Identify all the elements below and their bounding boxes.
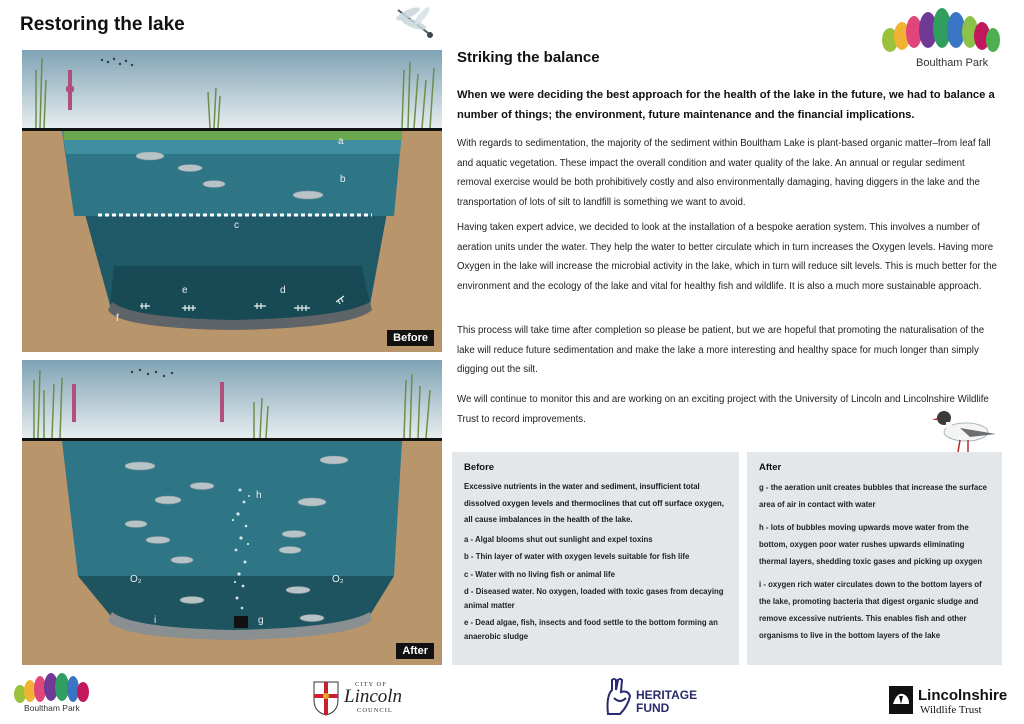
article-paragraph: This process will take time after completion so please be patient, but we are hopeful that promoting the naturalisation of the lake will reduce future sedimentation and make the lake a more interesting and healthy space for much longer than simply digging out the silt. — [457, 325, 985, 375]
before-item: c - Water with no living fish or animal life — [464, 569, 615, 579]
label-g: g — [258, 615, 264, 626]
label-e: e — [182, 285, 188, 296]
before-item: b - Thin layer of water with oxygen levels suitable for fish life — [464, 552, 690, 561]
lincoln-council-label: COUNCIL — [357, 707, 393, 714]
after-tag: After — [396, 643, 434, 659]
label-a: a — [338, 136, 344, 147]
badger-icon — [889, 686, 913, 714]
label-d: d — [280, 285, 286, 296]
after-item: h - lots of bubbles moving upwards move water from the bottom, oxygen poor water rushes upwards eliminating thermal layers, shedding toxic gases and picking up oxygen — [759, 523, 983, 566]
label-o2-right: O₂ — [332, 574, 344, 585]
lincoln-city-label: CITY OF — [355, 681, 387, 688]
article-paragraph: With regards to sedimentation, the majority of the sediment within Boultham Lake is plant-based organic matter–from leaf fall and aquatic vegetation. These impact the overall condition and water quality of the lake. An annual or regular sediment removal exercise would be both prohibitively costly and also environmentally damaging, having diggers in the lake and the transportation of lots of silt to landfill is something we want to avoid. — [457, 138, 991, 208]
gull-icon — [930, 404, 1002, 456]
lincoln-name: Lincoln — [344, 686, 403, 707]
after-item: i - oxygen rich water circulates down to the bottom layers of the lake, promoting bacteria that digest organic sludge and remove excessive nutrients. This enables fish and other organisms to live in the bottom layers of the lake — [759, 580, 982, 640]
after-explanation — [747, 452, 1002, 665]
boultham-park-name: Boultham Park — [916, 57, 989, 69]
before-item: e - Dead algae, fish, insects and food settle to the bottom forming an anaerobic sludge — [464, 618, 718, 641]
before-heading: Before — [464, 462, 495, 473]
article-heading: Striking the balance — [457, 49, 600, 66]
lincolnshire-wildlife-trust-line2: Wildlife Trust — [920, 704, 982, 716]
boultham-park-footer-name: Boultham Park — [24, 703, 80, 713]
after-item: g - the aeration unit creates bubbles that increase the surface area of air in contact with water — [759, 483, 987, 509]
article-paragraph: Having taken expert advice, we decided to look at the installation of a bespoke aeration system. This involves a number of aeration units under the water. They help the water to better circulate which in turn increases the Oxygen levels. Having more Oxygen in the lake will increase the microbial activity in the lake, which in turn will reduce silt levels. This is much better for the environment and the ecology of the lake and vital for healthy fish and wildlife. It is also a much more sustainable approach. — [457, 222, 997, 292]
label-h: h — [256, 490, 262, 501]
before-explanation — [452, 452, 739, 665]
after-illustration — [22, 360, 442, 665]
label-b: b — [340, 174, 346, 185]
dragonfly-icon — [388, 4, 444, 44]
label-i: i — [154, 615, 157, 626]
page-title: Restoring the lake — [20, 14, 185, 35]
label-f: f — [116, 313, 119, 324]
before-tag: Before — [387, 330, 434, 346]
heritage-fund-line1: HERITAGE — [636, 688, 698, 702]
after-heading: After — [759, 462, 782, 473]
before-item: d - Diseased water. No oxygen, loaded with toxic gases from decaying animal matter — [464, 587, 724, 610]
lincolnshire-wildlife-trust-line1: Lincolnshire — [918, 687, 1008, 704]
before-illustration — [22, 50, 442, 352]
heritage-fund-line2: FUND — [636, 701, 670, 715]
heritage-fund-hand-icon — [604, 676, 634, 716]
before-item: a - Algal blooms shut out sunlight and expel toxins — [464, 534, 653, 544]
article-lead: When we were deciding the best approach for the health of the lake in the future, we had to balance a number of things; the environment, future maintenance and the financial implications. — [457, 89, 995, 121]
label-o2-left: O₂ — [130, 574, 142, 585]
label-c: c — [234, 220, 239, 231]
before-intro: Excessive nutrients in the water and sediment, insufficient total dissolved oxygen levels and thermoclines that cut off surface oxygen, all cause imbalances in the health of the lake. — [464, 482, 724, 524]
article-paragraph: We will continue to monitor this and are working on an exciting project with the University of Lincoln and Lincolnshire Wildlife Trust to record improvements. — [457, 394, 989, 425]
